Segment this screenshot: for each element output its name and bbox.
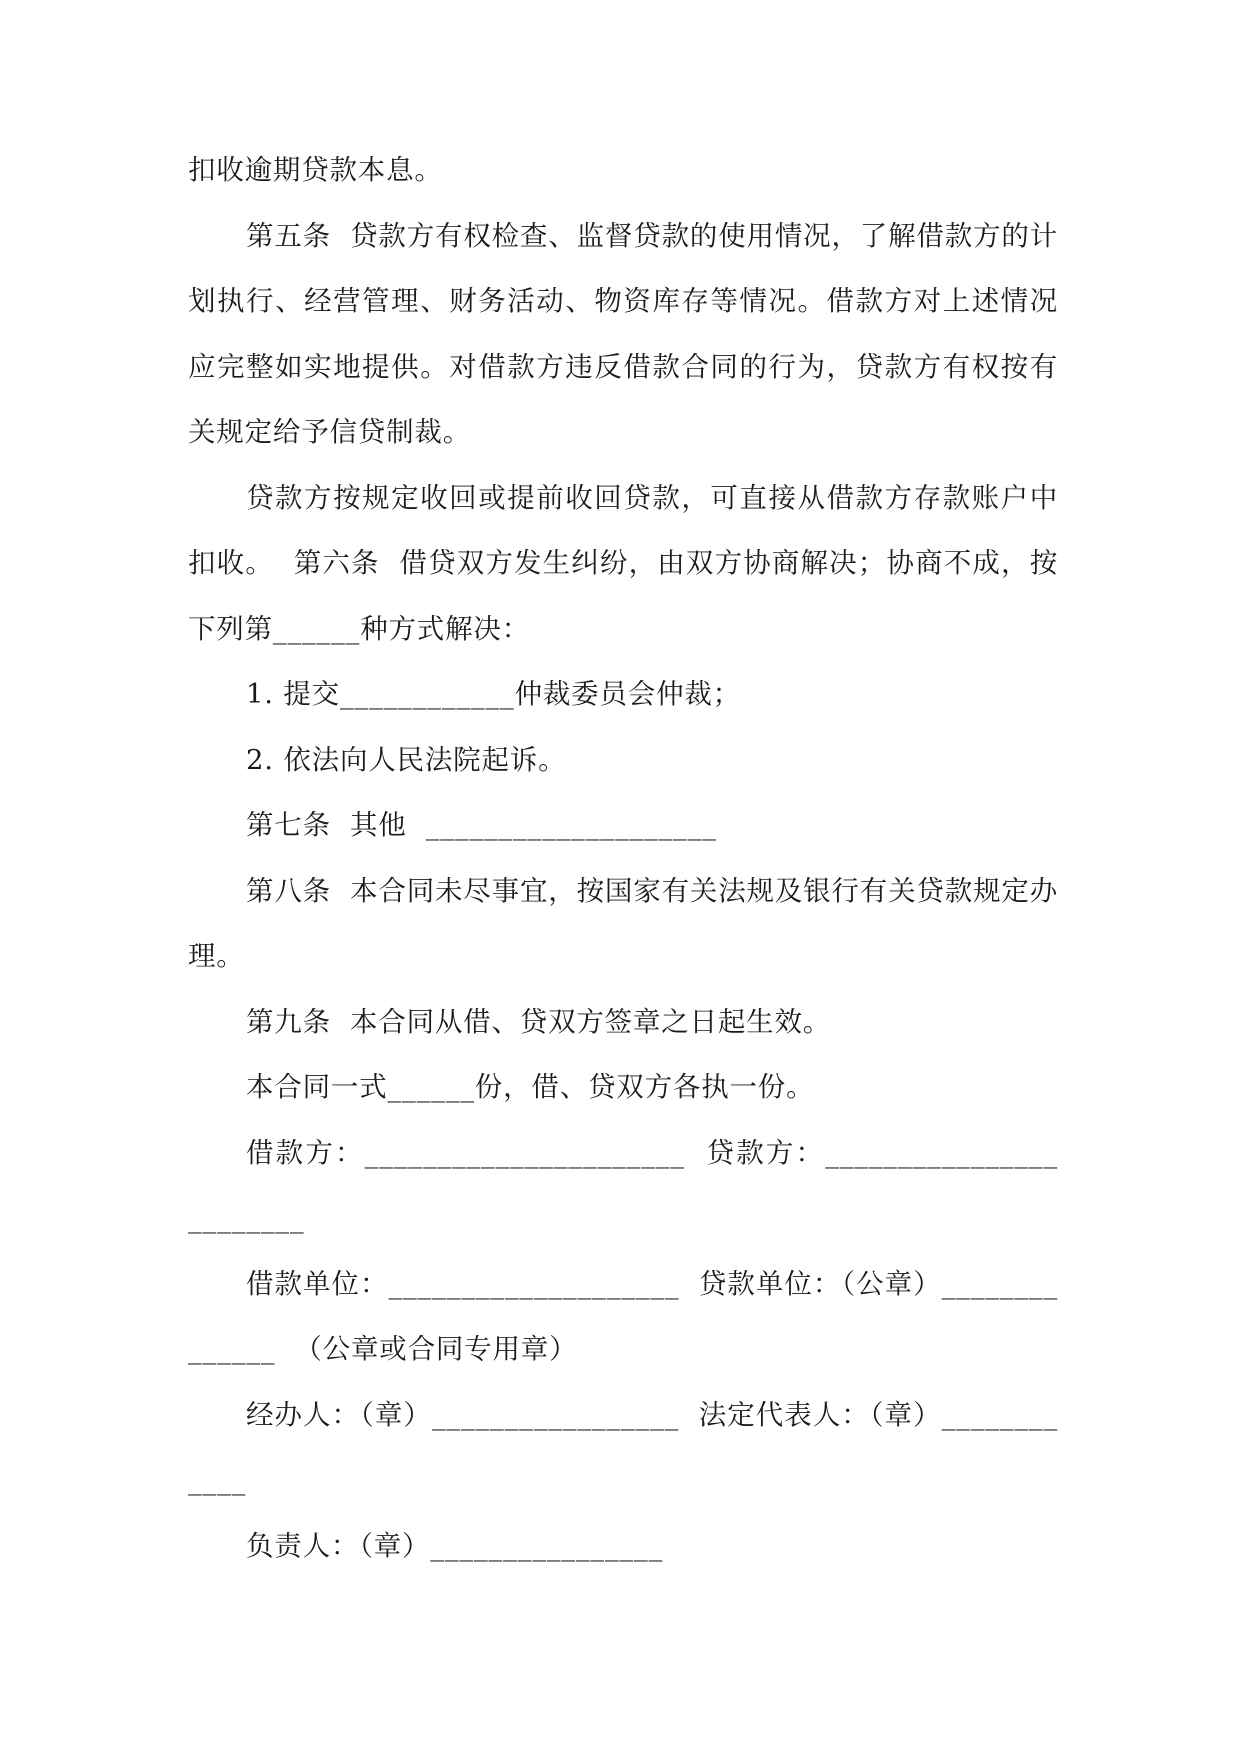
paragraph: 扣收逾期贷款本息。 xyxy=(188,154,443,186)
document-page xyxy=(188,138,1058,1579)
paragraph-option-2: 2. 依法向人民法院起诉。 xyxy=(246,743,567,776)
signature-responsible-person: 负责人：（章）________________ xyxy=(246,1529,664,1562)
signature-handler-representative: 经办人：（章）_________________ 法定代表人：（章）____________ xyxy=(188,1398,1058,1496)
signature-borrower-lender: 借款方：______________________ 贷款方：________________________ xyxy=(188,1136,1058,1234)
paragraph-article-6: 贷款方按规定收回或提前收回贷款，可直接从借款方存款账户中扣收。 第六条 借贷双方发生纠纷，由双方协商解决；协商不成，按下列第______种方式解决： xyxy=(188,481,1058,645)
signature-units: 借款单位：____________________ 贷款单位：（公章）______________ （公章或合同专用章） xyxy=(188,1267,1058,1365)
paragraph-article-9: 第九条 本合同从借、贷双方签章之日起生效。 xyxy=(246,1005,832,1038)
paragraph-copies: 本合同一式______份，借、贷双方各执一份。 xyxy=(246,1071,815,1103)
paragraph-article-7: 第七条 其他 ____________________ xyxy=(246,809,717,841)
paragraph-option-1: 1. 提交____________仲裁委员会仲裁； xyxy=(246,678,741,710)
paragraph-article-5: 第五条 贷款方有权检查、监督贷款的使用情况，了解借款方的计划执行、经营管理、财务活动、物资库存等情况。借款方对上述情况应完整如实地提供。对借款方违反借款合同的行为，贷款方有权按有关规定给予信贷制裁。 xyxy=(188,219,1058,448)
paragraph-article-8: 第八条 本合同未尽事宜，按国家有关法规及银行有关贷款规定办理。 xyxy=(188,874,1058,972)
